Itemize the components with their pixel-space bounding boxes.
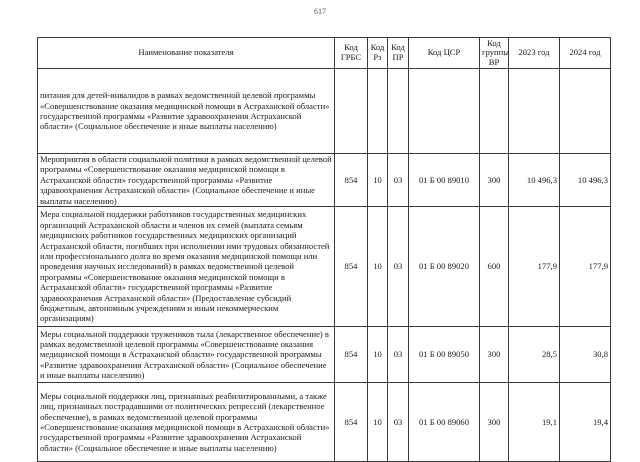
cell-name: питания для детей-инвалидов в рамках ведомственной целевой программы «Совершенствование оказания медицинской помощи в Астраханской области» государственной программы «Развитие здравоохранения Астраханской области» (Социальное обеспечение и иные выплаты населению) — [38, 69, 335, 154]
cell-grbs: 854 — [335, 383, 368, 462]
cell-name: Меры социальной поддержки лиц, признанных реабилитированными, а также лиц, признанных пострадавшими от политических репрессий (лекарственное обеспечение), в рамках ведомственной целевой программы «Совершенствование оказания медицинской помощи в Астраханской области» государственной программы «Развитие здравоохранения Астраханской области» (Социальное обеспечение и иные выплаты населению) — [38, 383, 335, 462]
cell-grbs: 854 — [335, 207, 368, 327]
cell-pr — [388, 69, 409, 154]
header-grbs: Код ГРБС — [335, 38, 368, 69]
table-row — [38, 207, 611, 327]
cell-2023: 10 496,3 — [509, 154, 560, 207]
header-pr: Код ПР — [388, 38, 409, 69]
cell-csr: 01 Б 00 89060 — [409, 383, 480, 462]
budget-table — [37, 37, 611, 462]
cell-2024 — [560, 69, 611, 154]
cell-rz: 10 — [368, 207, 388, 327]
cell-name: Мера социальной поддержки работников государственных медицинских организаций Астраханской области и членов их семей (выплата семьям медицинских работников государственных медицинских организаций Астраханской области, погибших при исполнении ими трудовых обязанностей или профессионального долга во время оказания медицинской помощи или проведения научных исследований) в рамках ведомственной целевой программы «Совершенствование оказания медицинской помощи в Астраханской области» государственной программы «Развитие здравоохранения Астраханской области» (Предоставление субсидий бюджетным, автономным учреждениям и иным некоммерческим организациям) — [38, 207, 335, 327]
cell-csr: 01 Б 00 89020 — [409, 207, 480, 327]
cell-2023 — [509, 69, 560, 154]
table-row — [38, 327, 611, 383]
cell-rz — [368, 69, 388, 154]
cell-csr — [409, 69, 480, 154]
cell-pr: 03 — [388, 383, 409, 462]
cell-rz: 10 — [368, 327, 388, 383]
header-rz: Код Рз — [368, 38, 388, 69]
cell-grbs: 854 — [335, 154, 368, 207]
table-row — [38, 69, 611, 154]
cell-2023: 28,5 — [509, 327, 560, 383]
cell-2024: 177,9 — [560, 207, 611, 327]
cell-rz: 10 — [368, 383, 388, 462]
cell-2024: 10 496,3 — [560, 154, 611, 207]
cell-2023: 19,1 — [509, 383, 560, 462]
cell-name: Мероприятия в области социальной политики в рамках ведомственной целевой программы «Совершенствование оказания медицинской помощи в Астраханской области» государственной программы «Развитие здравоохранения Астраханской области» (Социальное обеспечение и иные выплаты населению) — [38, 154, 335, 207]
table-body — [38, 69, 611, 462]
header-vr: Код группы ВР — [480, 38, 509, 69]
header-row — [38, 38, 611, 69]
cell-rz: 10 — [368, 154, 388, 207]
page-number: 617 — [314, 7, 326, 16]
cell-grbs — [335, 69, 368, 154]
cell-2024: 30,8 — [560, 327, 611, 383]
cell-csr: 01 Б 00 89050 — [409, 327, 480, 383]
cell-vr: 300 — [480, 383, 509, 462]
header-name: Наименование показателя — [38, 38, 335, 69]
cell-vr: 300 — [480, 154, 509, 207]
cell-pr: 03 — [388, 327, 409, 383]
cell-grbs: 854 — [335, 327, 368, 383]
header-2023: 2023 год — [509, 38, 560, 69]
table-row — [38, 154, 611, 207]
cell-vr: 300 — [480, 327, 509, 383]
header-2024: 2024 год — [560, 38, 611, 69]
cell-vr: 600 — [480, 207, 509, 327]
table-header — [38, 38, 611, 69]
cell-vr — [480, 69, 509, 154]
cell-csr: 01 Б 00 89010 — [409, 154, 480, 207]
header-csr: Код ЦСР — [409, 38, 480, 69]
table-row — [38, 383, 611, 462]
cell-name: Меры социальной поддержки тружеников тыла (лекарственное обеспечение) в рамках ведомственной целевой программы «Совершенствование оказания медицинской помощи в Астраханской области» государственной программы «Развитие здравоохранения Астраханской области» (Социальное обеспечение и иные выплаты населению) — [38, 327, 335, 383]
cell-2023: 177,9 — [509, 207, 560, 327]
cell-pr: 03 — [388, 207, 409, 327]
cell-2024: 19,4 — [560, 383, 611, 462]
cell-pr: 03 — [388, 154, 409, 207]
